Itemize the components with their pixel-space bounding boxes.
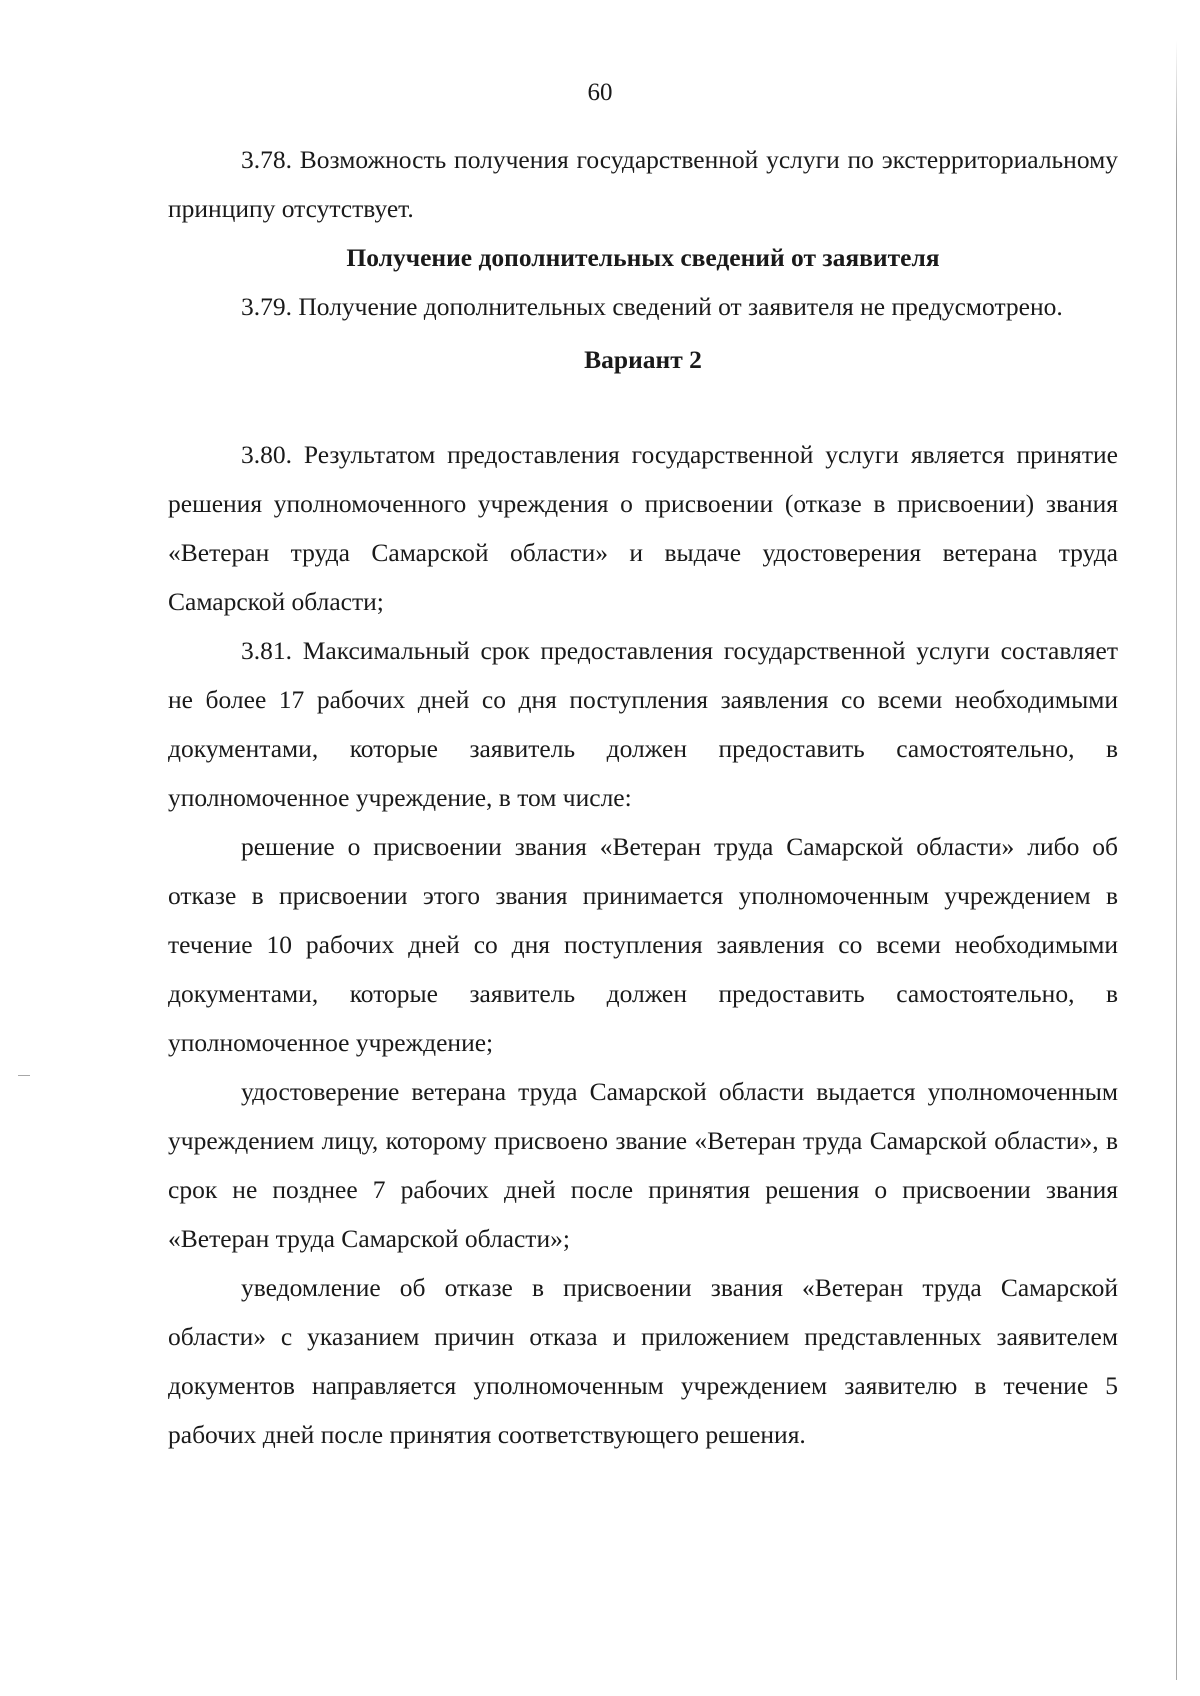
page-number: 60 xyxy=(587,79,613,106)
paragraph-3-80: 3.80. Результатом предоставления государственной услуги является принятие решения уполномоченного учреждения о присвоении (отказе в присвоении) звания «Ветеран труда Самарской области» и выдаче удостоверения ветерана труда Самарской области; xyxy=(168,440,1118,616)
scan-artifact-mark xyxy=(18,1075,30,1076)
paragraph-decision: решение о присвоении звания «Ветеран труда Самарской области» либо об отказе в присвоении этого звания принимается уполномоченным учреждением в течение 10 рабочих дней со дня поступления заявления со всеми необходимыми документами, которые заявитель должен предоставить самостоятельно, в уполномоченное учреждение; xyxy=(168,832,1118,1057)
document-body xyxy=(168,135,1118,1459)
paragraph-3-78: 3.78. Возможность получения государственной услуги по экстерриториальному принципу отсутствует. xyxy=(168,145,1118,223)
paragraph-refusal-notice: уведомление об отказе в присвоении звания «Ветеран труда Самарской области» с указанием причин отказа и приложением представленных заявителем документов направляется уполномоченным учреждением заявителю в течение 5 рабочих дней после принятия соответствующего решения. xyxy=(168,1273,1118,1449)
paragraph-3-79: 3.79. Получение дополнительных сведений от заявителя не предусмотрено. xyxy=(241,292,1063,321)
spacer xyxy=(168,384,1118,430)
section-heading-additional-info: Получение дополнительных сведений от заявителя xyxy=(346,243,940,272)
paragraph-3-81: 3.81. Максимальный срок предоставления государственной услуги составляет не более 17 рабочих дней со дня поступления заявления со всеми необходимыми документами, которые заявитель должен предоставить самостоятельно, в уполномоченное учреждение, в том числе: xyxy=(168,636,1118,812)
paragraph-certificate: удостоверение ветерана труда Самарской области выдается уполномоченным учреждением лицу, которому присвоено звание «Ветеран труда Самарской области», в срок не позднее 7 рабочих дней после принятия решения о присвоении звания «Ветеран труда Самарской области»; xyxy=(168,1077,1118,1253)
scan-edge-line xyxy=(1176,40,1177,1680)
section-heading-variant-2: Вариант 2 xyxy=(584,345,702,374)
